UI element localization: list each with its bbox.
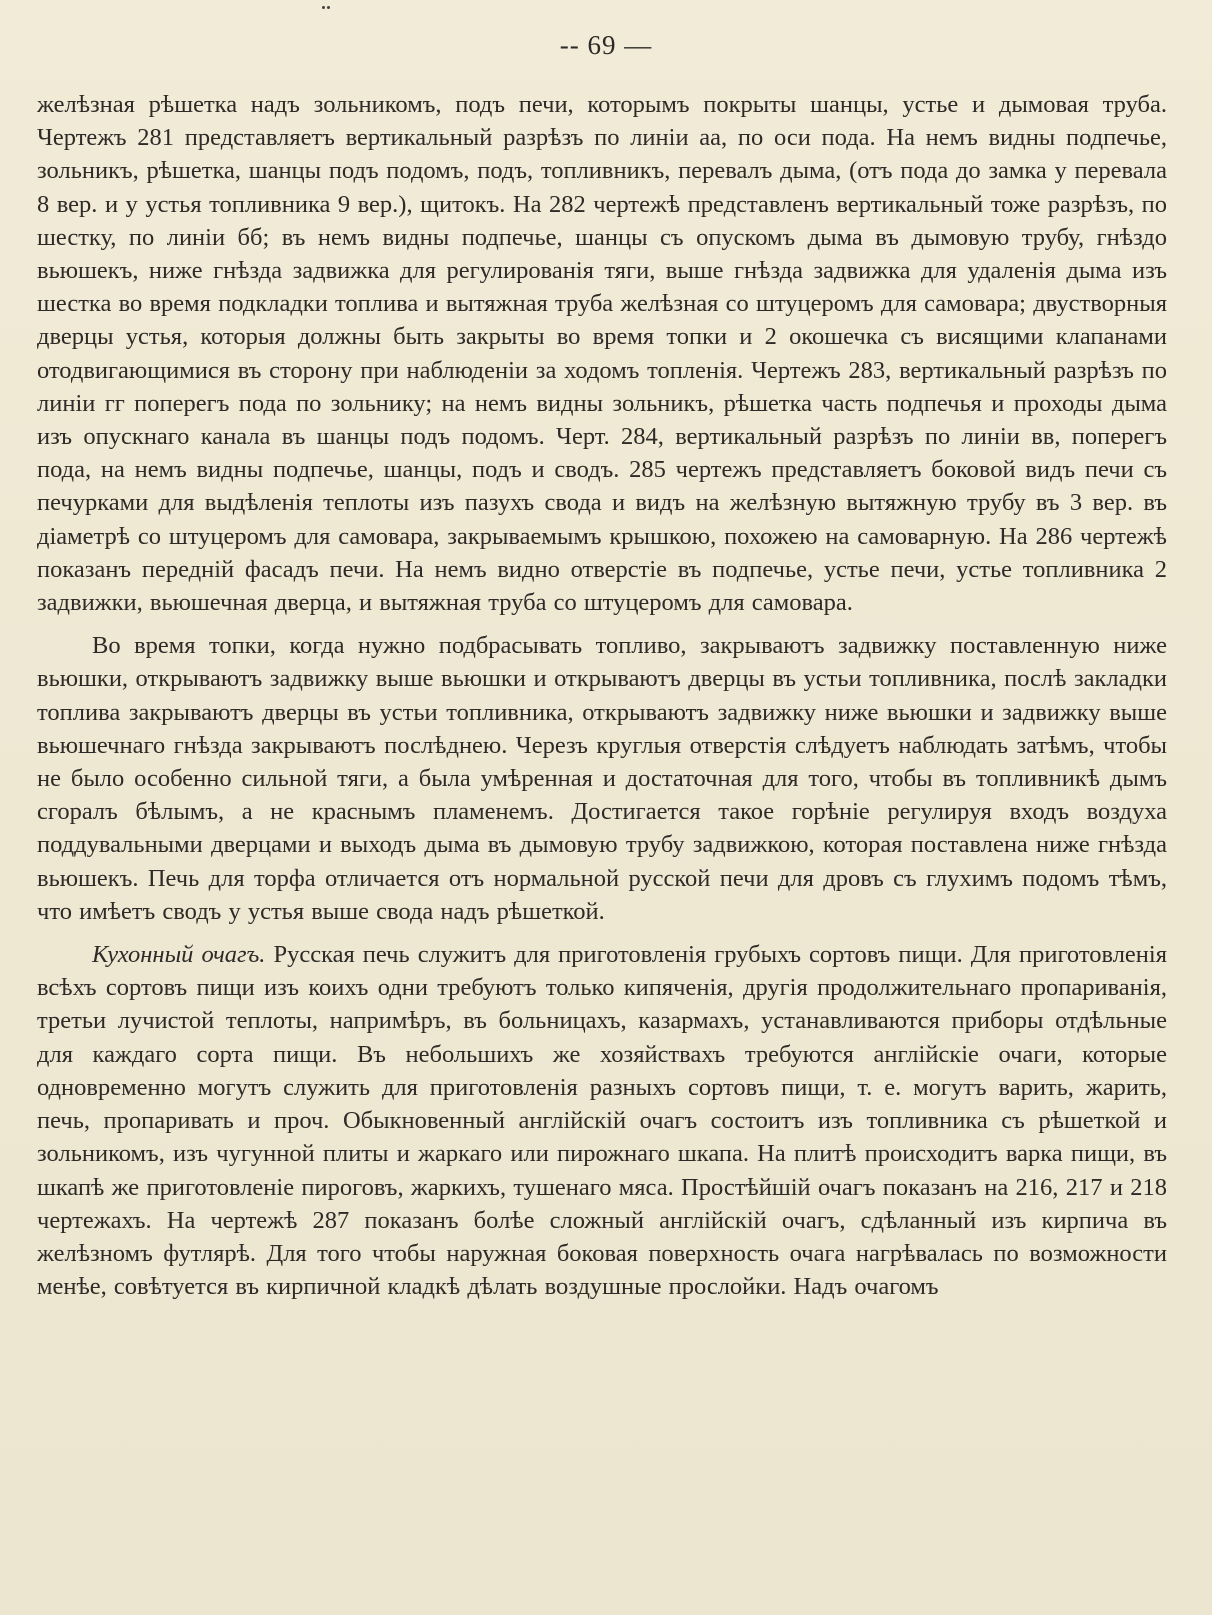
body-text: [37, 88, 1167, 1303]
paragraph-1: желѣзная рѣшетка надъ зольникомъ, подъ печи, которымъ покрыты шанцы, устье и дымовая труба. Чертежъ 281 представляетъ вертикальный разрѣзъ по линіи аа, по оси пода. На немъ видны подпечье, зольникъ, рѣшетка, шанцы подъ подомъ, подъ, топливникъ, перевалъ дыма, (отъ пода до замка у перевала 8 вер. и у устья топливника 9 вер.), щитокъ. На 282 чертежѣ представленъ вертикальный тоже разрѣзъ, по шестку, по линіи бб; въ немъ видны подпечье, шанцы съ опускомъ дыма въ дымовую трубу, гнѣздо вьюшекъ, ниже гнѣзда задвижка для регулированія тяги, выше гнѣзда задвижка для удаленія дыма изъ шестка во время подкладки топлива и вытяжная труба желѣзная со штуцеромъ для самовара; двустворныя дверцы устья, которыя должны быть закрыты во время топки и 2 окошечка съ висящими клапанами отодвигающимися въ сторону при наблюденіи за ходомъ топленія. Чертежъ 283, вертикальный разрѣзъ по линіи гг поперегъ пода по зольнику; на немъ видны зольникъ, рѣшетка часть подпечья и проходы дыма изъ опускнаго канала въ шанцы подъ подомъ. Черт. 284, вертикальный разрѣзъ по линіи вв, поперегъ пода, на немъ видны подпечье, шанцы, подъ и сводъ. 285 чертежъ представляетъ боковой видъ печи съ печурками для выдѣленія теплоты изъ пазухъ свода и видъ на желѣзную вытяжную трубу въ 3 вер. въ діаметрѣ со штуцеромъ для самовара, закрываемымъ крышкою, похожею на самоварную. На 286 чертежѣ показанъ передній фасадъ печи. На немъ видно отверстіе въ подпечье, устье печи, устье топливника 2 задвижки, вьюшечная дверца, и вытяжная труба со штуцеромъ для самовара.: [37, 91, 1167, 617]
page-number-header: -- 69 —: [559, 30, 653, 60]
paragraph-2: Во время топки, когда нужно подбрасывать топливо, закрываютъ задвижку поставленную ниже вьюшки, открываютъ задвижку выше вьюшки и открываютъ дверцы въ устьи топливника, послѣ закладки топлива закрываютъ дверцы въ устьи топливника, открываютъ задвижку ниже вьюшки и задвижку выше вьюшечнаго гнѣзда закрываютъ послѣднею. Черезъ круглыя отверстія слѣдуетъ наблюдать затѣмъ, чтобы не было особенно сильной тяги, а была умѣренная и достаточная для того, чтобы въ топливникѣ дымъ сгоралъ бѣлымъ, а не краснымъ пламенемъ. Достигается такое горѣніе регулируя входъ воздуха поддувальными дверцами и выходъ дыма въ дымовую трубу задвижкою, которая поставлена ниже гнѣзда вьюшекъ. Печь для торфа отличается отъ нормальной русской печи для дровъ съ глухимъ подомъ тѣмъ, что имѣетъ сводъ у устья выше свода надъ рѣшеткой.: [37, 632, 1167, 925]
ink-specks: [322, 6, 330, 11]
paragraph-3: [37, 938, 1167, 1303]
paragraph-3-body: Русская печь служитъ для приготовленія грубыхъ сортовъ пищи. Для приготовленія всѣхъ сортовъ пищи изъ коихъ одни требуютъ только кипяченія, другія продолжительнаго пропариванія, третьи лучистой теплоты, напримѣръ, въ больницахъ, казармахъ, устанавливаются приборы отдѣльные для каждаго сорта пищи. Въ небольшихъ же хозяйствахъ требуются англійскіе очаги, которые одновременно могутъ служить для приготовленія разныхъ сортовъ пищи, т. е. могутъ варить, жарить, печь, пропаривать и проч. Обыкновенный англійскій очагъ состоитъ изъ топливника съ рѣшеткой и зольникомъ, изъ чугунной плиты и жаркаго или пирожнаго шкапа. На плитѣ происходитъ варка пищи, въ шкапѣ же приготовленіе пироговъ, жаркихъ, тушенаго мяса. Простѣйшій очагъ показанъ на 216, 217 и 218 чертежахъ. На чертежѣ 287 показанъ болѣе сложный англійскій очагъ, сдѣланный изъ кирпича въ желѣзномъ футлярѣ. Для того чтобы наружная боковая поверхность очага нагрѣвалась по возможности менѣе, совѣтуется въ кирпичной кладкѣ дѣлать воздушные прослойки. Надъ очагомъ: [37, 941, 1167, 1301]
section-heading-kitchen-hearth: Кухонный очагъ.: [92, 941, 266, 969]
